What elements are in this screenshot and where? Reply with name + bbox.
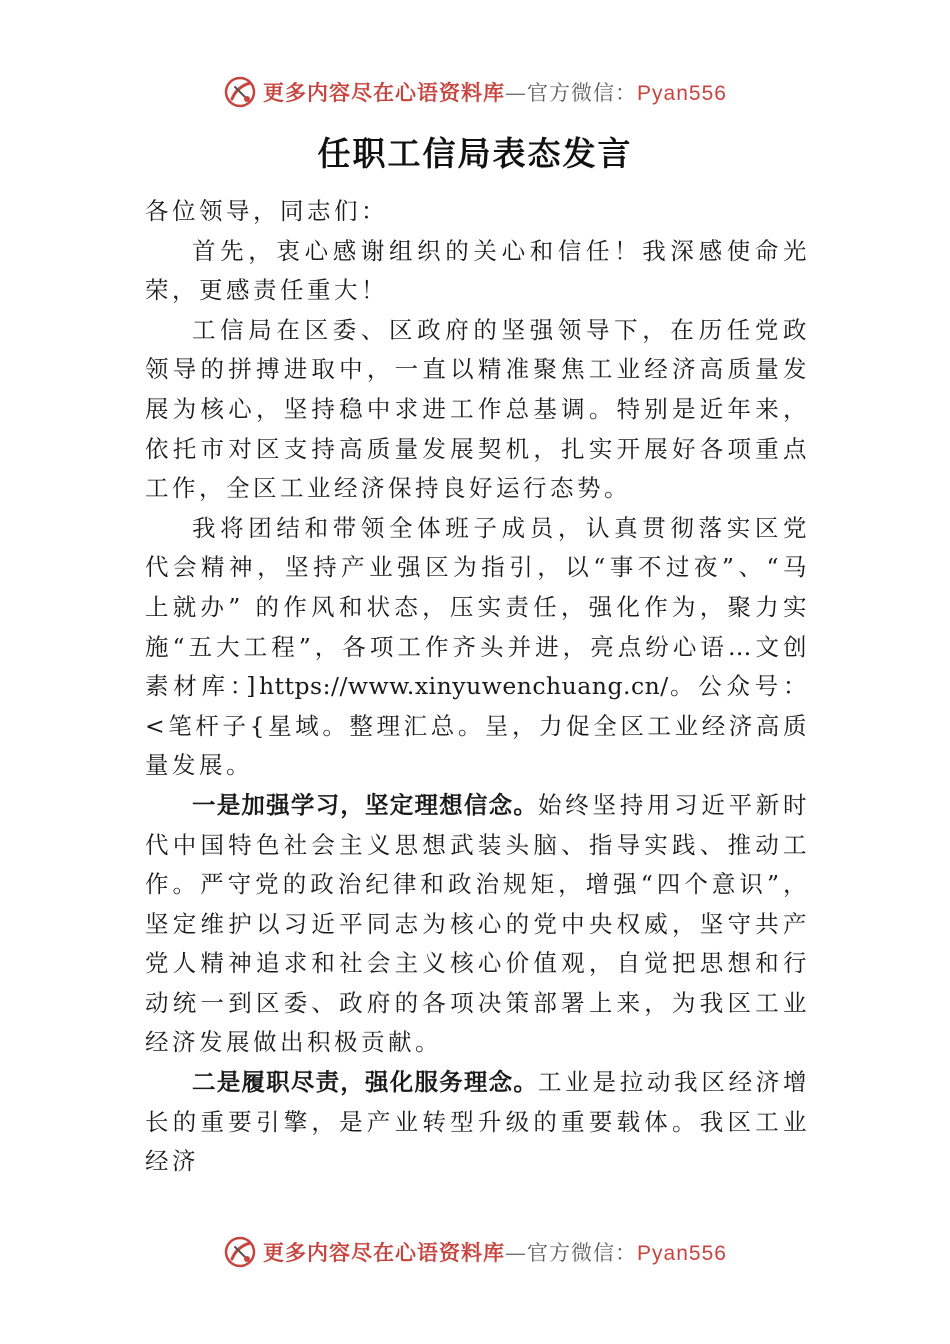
xinyu-logo-icon xyxy=(223,1235,257,1269)
footer-watermark-banner xyxy=(0,1230,950,1274)
paragraph-3-text-c: 。公众号：<笔杆子{星域。整理汇总。呈，力促全区工业经济高质量发展。 xyxy=(145,672,810,780)
document-title: 任职工信局表态发言 xyxy=(317,134,633,173)
watermark-text xyxy=(263,77,727,107)
watermark-brand: 更多内容尽在心语资料库 xyxy=(263,80,506,105)
paragraph-5-body: 工业是拉动我区经济增长的重要引擎，是产业转型升级的重要载体。我区工业经济 xyxy=(145,1068,811,1176)
paragraph-3-url: https://www.xinyuwenchuang.cn/ xyxy=(258,672,669,701)
document-body xyxy=(145,192,810,1182)
paragraph-4 xyxy=(145,786,810,1063)
watermark-text xyxy=(263,1237,727,1267)
paragraph-4-body: 始终坚持用习近平新时代中国特色社会主义思想武装头脑、指导实践、推动工作。严守党的政治纪律和政治规矩，增强“四个意识”，坚定维护以习近平同志为核心的党中央权威，坚守共产党人精神追求和社会主义核心价值观，自觉把思想和行动统一到区委、政府的各项决策部署上来，为我区工业经济发展做出积极贡献。 xyxy=(145,790,811,1057)
paragraph-4-lead: 一是加强学习，坚定理想信念。 xyxy=(192,790,539,819)
watermark-wechat-label: 官方微信： xyxy=(527,1241,638,1265)
watermark-separator: — xyxy=(505,1241,528,1265)
paragraph-5-lead: 二是履职尽责，强化服务理念。 xyxy=(192,1068,539,1097)
xinyu-logo-icon xyxy=(223,75,257,109)
paragraph-1: 首先，衷心感谢组织的关心和信任！我深感使命光荣，更感责任重大！ xyxy=(145,236,810,305)
paragraph-2: 工信局在区委、区政府的坚强领导下，在历任党政领导的拼搏进取中，一直以精准聚焦工业经济高质量发展为核心，坚持稳中求进工作总基调。特别是近年来，依托市对区支持高质量发展契机，扎实开展好各项重点工作，全区工业经济保持良好运行态势。 xyxy=(145,315,810,503)
header-watermark-banner xyxy=(0,70,950,114)
paragraph-5 xyxy=(145,1063,810,1182)
watermark-brand: 更多内容尽在心语资料库 xyxy=(263,1240,506,1265)
watermark-account: Pyan556 xyxy=(637,1242,727,1265)
paragraph-3-text-a: 我将团结和带领全体班子成员，认真贯彻落实区党代会精神，坚持产业强区为指引，以“事不过夜”、“马上就办” 的作风和状态，压实责任，强化作为，聚力实施“五大工程”，各项工作齐头并进，亮点纷心语…文创素材库：] xyxy=(145,513,810,701)
watermark-separator: — xyxy=(505,81,528,105)
watermark-wechat-label: 官方微信： xyxy=(527,81,638,105)
greeting: 各位领导，同志们： xyxy=(145,197,388,225)
paragraph-3 xyxy=(145,509,810,786)
watermark-account: Pyan556 xyxy=(637,82,727,105)
